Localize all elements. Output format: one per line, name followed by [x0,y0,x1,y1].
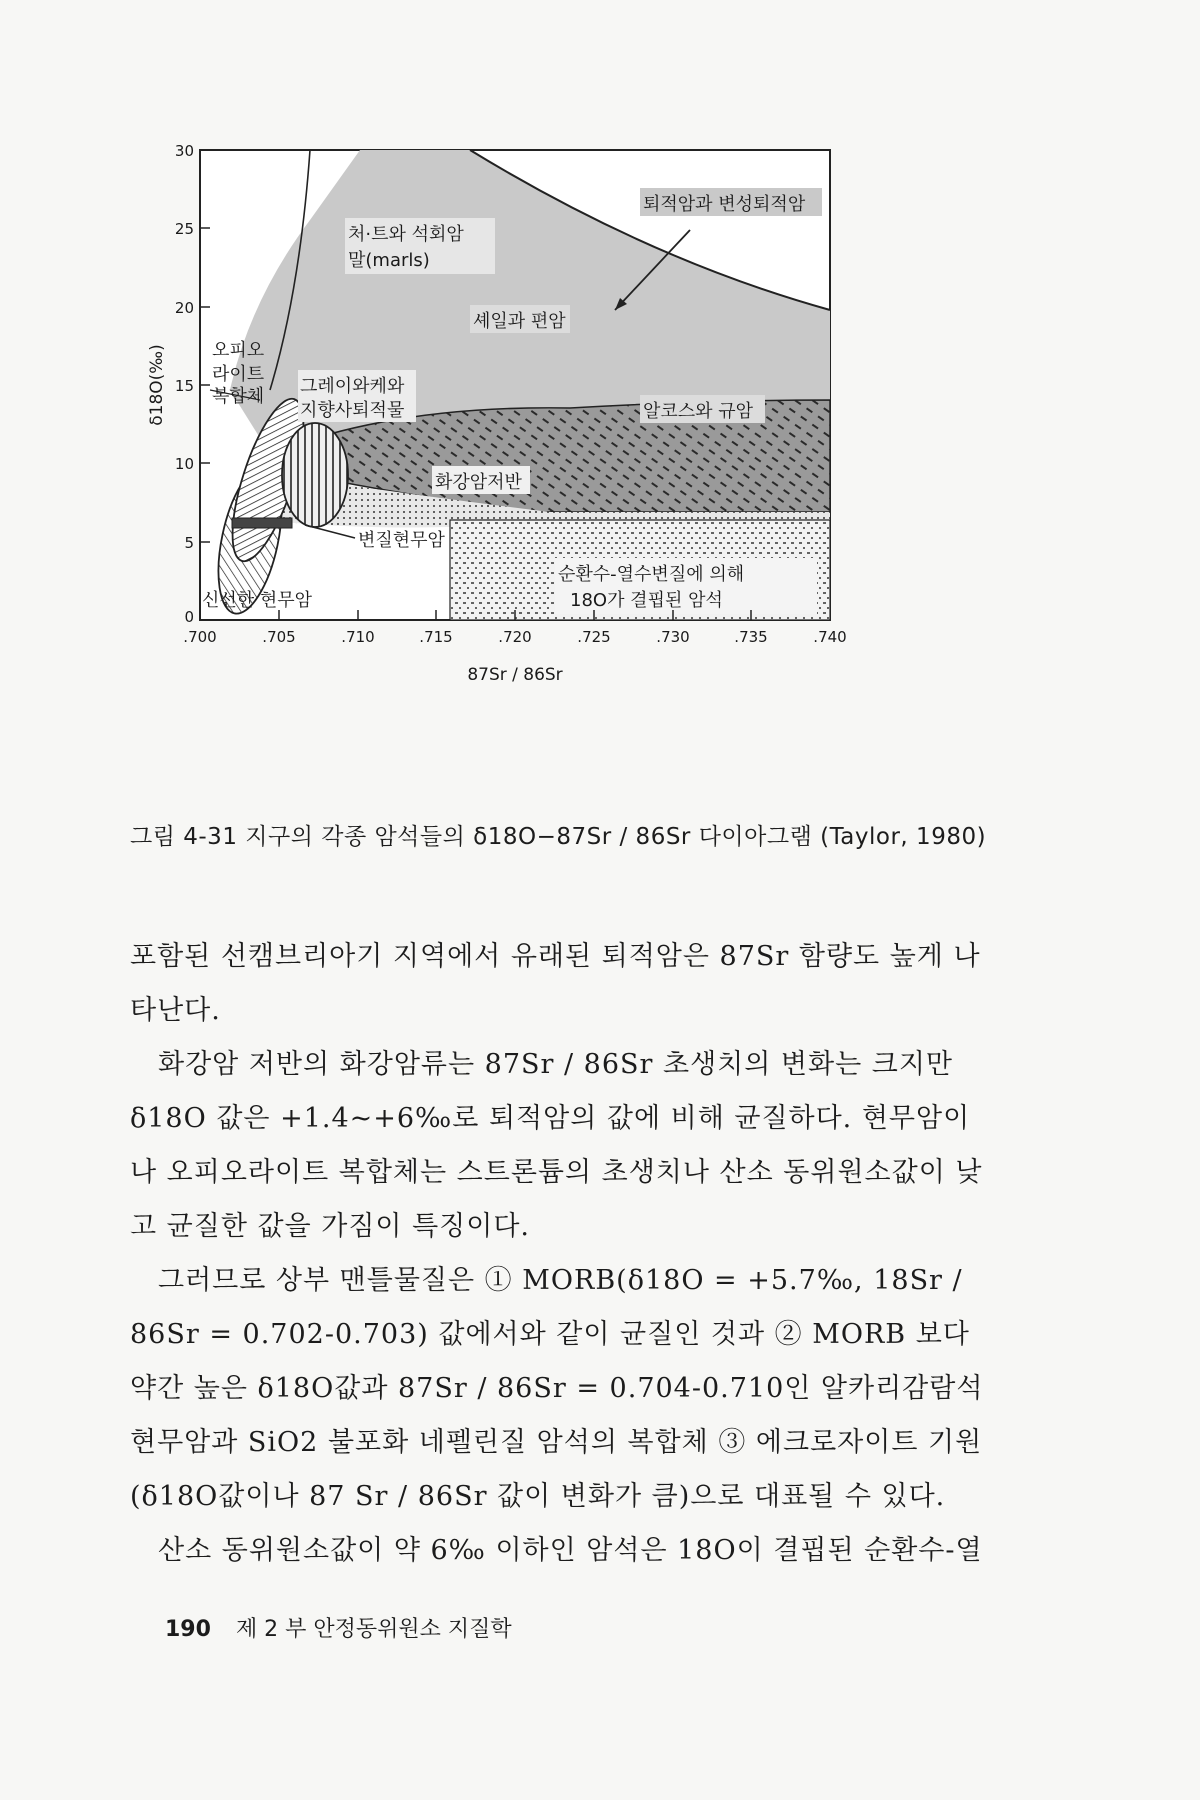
x-tick-label: .720 [498,628,532,646]
label-granite-text: 화강암저반 [435,472,522,493]
paragraph: 그러므로 상부 맨틀물질은 ① MORB(δ18O = +5.7‰, 18Sr / 86Sr = 0.702-0.703) 값에서와 같이 균질인 것과 ② MORB 보다 약간 높은 δ18O값과 87Sr / 86Sr = 0.704-0.710인 알카리감람석 현무암과 SiO2 불포화 네펠린질 암석의 복합체 ③ 에크로자이트 기원(δ18O값이나 87 Sr / 86Sr 값이 변화가 큼)으로 대표될 수 있다. [130,1265,984,1512]
body-text [130,930,990,1578]
label-hydrothermal-line1: 순환수-열수변질에 의해 [558,564,745,585]
y-tick-label: 30 [174,142,194,160]
x-tick-label: .730 [656,628,690,646]
x-tick-label: .725 [577,628,611,646]
figure [147,142,990,800]
x-tick-label: .710 [341,628,375,646]
altered-basalt-bar [232,518,292,528]
label-chert-line2: 말(marls) [348,250,430,271]
label-chert-line1: 처·트와 석회암 [348,224,464,245]
label-sediments-text: 퇴적암과 변성퇴적암 [643,194,806,215]
label-arkose-text: 알코스와 규암 [643,401,754,422]
label-ophiolite-line3: 복합체 [212,386,265,407]
label-ophiolite-line2: 라이트 [212,364,265,385]
y-tick-label: 15 [174,377,194,395]
x-tick-label: .715 [419,628,453,646]
figure-caption: 그림 4-31 지구의 각종 암석들의 δ18O−87Sr / 86Sr 다이아그램 (Taylor, 1980) [130,824,987,850]
label-graywacke-line1: 그레이와케와 [300,376,405,397]
x-tick-label: .740 [813,628,847,646]
label-ophiolite-line1: 오피오 [212,340,265,361]
x-tick-label: .700 [183,628,217,646]
x-axis [183,610,846,685]
y-tick-label: 5 [184,534,194,552]
label-graywacke-line2: 지향사퇴적물 [300,400,405,421]
label-altered-basalt [358,530,446,551]
label-hydrothermal-line2: 18O가 결핍된 암석 [570,590,723,611]
label-graywacke [298,370,416,422]
label-fresh-basalt [202,590,313,611]
label-shale [470,305,570,333]
y-axis-title: δ18O(‰) [147,344,167,426]
label-fresh-basalt-text: 신선한 현무암 [202,590,313,611]
label-shale-text: 셰일과 편암 [473,311,566,332]
y-tick-label: 10 [174,455,194,473]
label-arkose [640,395,765,423]
label-altered-basalt-text: 변질현무암 [358,530,445,551]
x-tick-label: .705 [262,628,296,646]
x-axis-title: 87Sr / 86Sr [467,665,563,685]
label-chert [345,218,495,274]
paragraph: 산소 동위원소값이 약 6‰ 이하인 암석은 18O이 결핍된 순환수-열 [158,1535,983,1566]
section-title: 제 2 부 안정동위원소 지질학 [235,1617,512,1642]
y-tick-label: 25 [174,220,194,238]
label-hydrothermal [555,558,817,614]
page-number: 190 [165,1617,211,1642]
x-tick-label: .735 [734,628,768,646]
y-tick-label: 0 [184,608,194,626]
graywacke-ellipse [282,423,348,527]
sr-o-isotope-diagram [147,142,990,800]
label-ophiolite [212,339,264,407]
paragraph: 화강암 저반의 화강암류는 87Sr / 86Sr 초생치의 변화는 크지만 δ18O 값은 +1.4~+6‰로 퇴적암의 값에 비해 균질하다. 현무암이나 오피오라이트 복합체는 스트론튬의 초생치나 산소 동위원소값이 낮고 균질한 값을 가짐이 특징이다. [130,1049,983,1242]
paragraph: 포함된 선캠브리아기 지역에서 유래된 퇴적암은 87Sr 함량도 높게 나타난다. [130,941,981,1026]
page-footer [165,1612,512,1643]
y-tick-label: 20 [174,299,194,317]
label-sediments [640,188,822,216]
label-granite [432,466,530,494]
